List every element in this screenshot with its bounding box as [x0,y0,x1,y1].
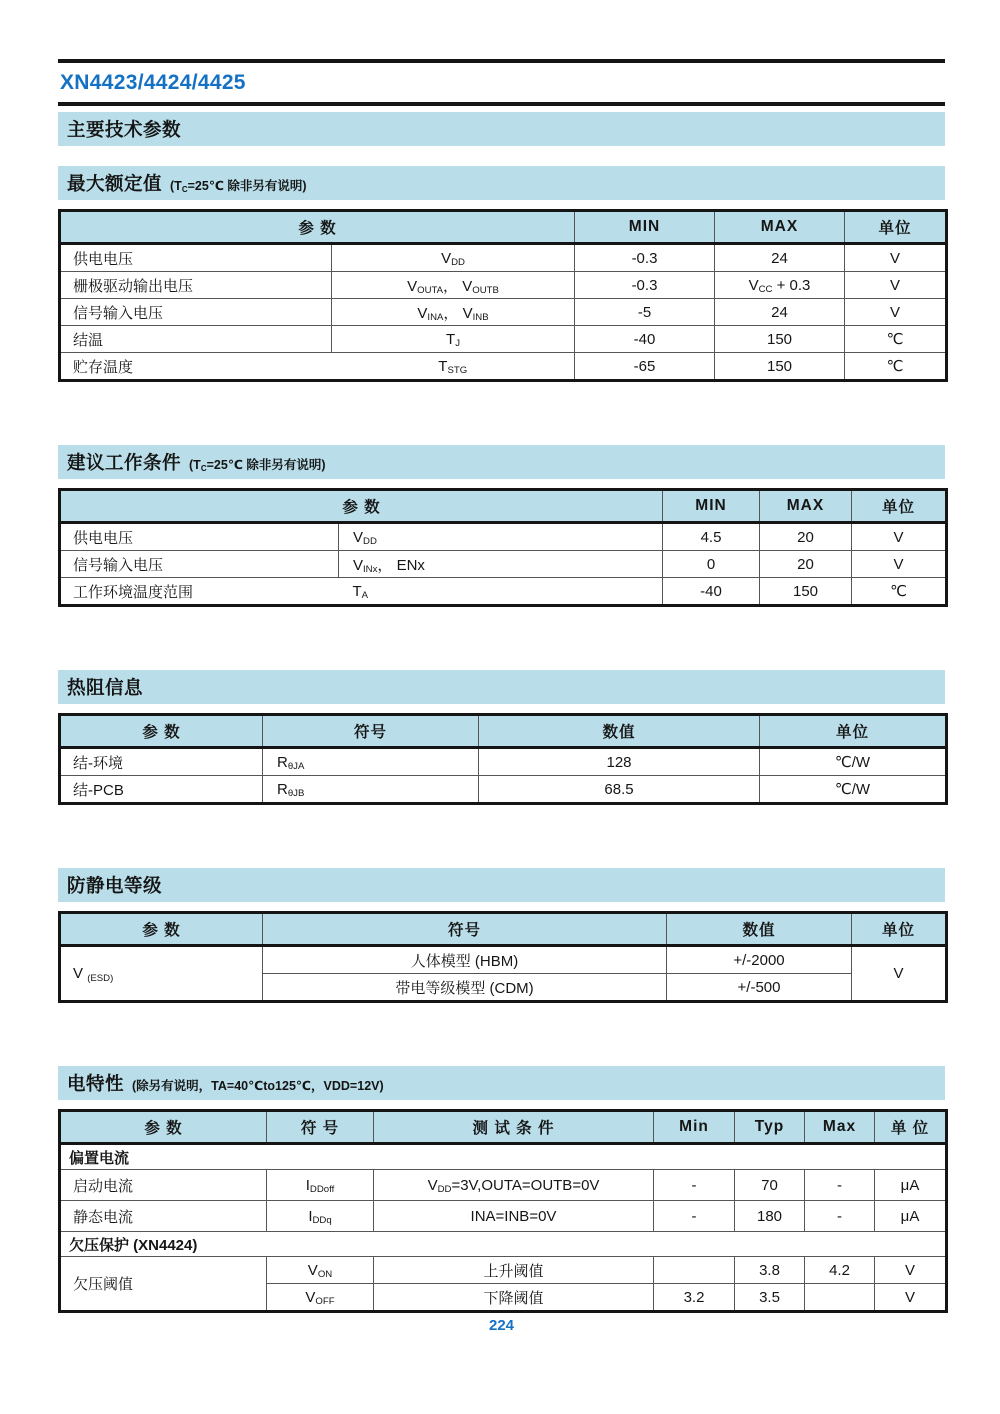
model-cell: 人体模型 (HBM) [263,946,667,974]
col-header-max: MAX [715,211,845,244]
param-cell: 信号输入电压 [60,551,339,578]
table-row [60,1257,947,1284]
symbol-cell: $T_{STG}$ [332,353,575,381]
symbol-cell: $V_{ON}$ [267,1257,374,1284]
header-row [60,1111,947,1144]
col-header-min: MIN [575,211,715,244]
rec-op-note: ($T_C=25℃$ 除非另有说明) [189,458,326,474]
typ-cell: 70 [735,1170,805,1201]
symbol-cell: $V_{OUTA}$， $V_{OUTB}$ [332,272,575,299]
symbol-cell: $I_{DDq}$ [267,1201,374,1232]
param-cell: 结-PCB [60,776,263,804]
table-row [60,551,947,578]
table-row [60,244,947,272]
cond-cell: 下降阈值 [374,1284,654,1312]
table-rec-op [58,488,948,607]
col-header-value: 数值 [667,913,852,946]
table-esd [58,911,948,1003]
symbol-cell: $V_{INx}$， ENx [339,551,663,578]
header-row [60,913,947,946]
banner-main-section [58,112,945,146]
max-cell: 150 [715,326,845,353]
table-row [60,272,947,299]
min-cell: -40 [663,578,760,606]
col-header-min: MIN [663,490,760,523]
header-row [60,490,947,523]
unit-cell: μA [875,1201,947,1232]
param-cell: 启动电流 [60,1170,267,1201]
symbol-cell: $I_{DDoff}$ [267,1170,374,1201]
max-cell: 4.2 [805,1257,875,1284]
unit-cell: V [875,1284,947,1312]
group-header-row [60,1232,947,1257]
banner-elec [58,1066,945,1100]
doc-title: XN4423/4424/4425 [60,71,246,94]
unit-cell: ℃ [845,353,947,381]
unit-cell: V [845,272,947,299]
col-header-param: 参 数 [60,211,575,244]
symbol-cell: $R_{\theta JB}$ [263,776,479,804]
col-header-cond: 测 试 条 件 [374,1111,654,1144]
col-header-max: Max [805,1111,875,1144]
min-cell [654,1257,735,1284]
symbol-cell: $T_J$ [332,326,575,353]
symbol-cell: $T_A$ [339,578,663,606]
max-cell: $V_{CC} + 0.3$ [715,272,845,299]
value-cell: +/-500 [667,974,852,1002]
max-cell: 24 [715,299,845,326]
value-cell: 128 [479,748,760,776]
col-header-unit: 单位 [845,211,947,244]
min-cell: - [654,1201,735,1232]
col-header-max: MAX [760,490,852,523]
max-cell: 24 [715,244,845,272]
cond-cell: INA=INB=0V [374,1201,654,1232]
col-header-symbol: 符 号 [267,1111,374,1144]
col-header-unit: 单位 [760,715,947,748]
typ-cell: 3.8 [735,1257,805,1284]
table-row [60,1170,947,1201]
typ-cell: 3.5 [735,1284,805,1312]
min-cell: -0.3 [575,272,715,299]
elec-title: 电特性 [67,1073,125,1094]
symbol-cell: $V_{DD}$ [332,244,575,272]
header-row [60,211,947,244]
min-cell: 3.2 [654,1284,735,1312]
min-cell: 0 [663,551,760,578]
value-cell: 68.5 [479,776,760,804]
unit-cell: ℃ [852,578,947,606]
param-cell: 静态电流 [60,1201,267,1232]
banner-esd [58,868,945,902]
abs-max-note: ($T_C=25℃$ 除非另有说明) [170,179,307,195]
table-row [60,776,947,804]
banner-thermal [58,670,945,704]
param-cell: 栅极驱动输出电压 [60,272,332,299]
unit-cell: μA [875,1170,947,1201]
unit-cell: V [852,946,947,1002]
table-row [60,353,947,381]
max-cell: 20 [760,523,852,551]
symbol-cell: $V_{INA}$， $V_{INB}$ [332,299,575,326]
min-cell: -5 [575,299,715,326]
param-cell: 结温 [60,326,332,353]
value-cell: +/-2000 [667,946,852,974]
col-header-param: 参 数 [60,490,663,523]
param-cell: 信号输入电压 [60,299,332,326]
table-row [60,748,947,776]
model-cell: 带电等级模型 (CDM) [263,974,667,1002]
symbol-cell: $V_{DD}$ [339,523,663,551]
group-header: 欠压保护 (XN4424) [60,1232,947,1257]
table-row [60,1201,947,1232]
min-cell: - [654,1170,735,1201]
max-cell [805,1284,875,1312]
abs-max-title: 最大额定值 [67,173,163,194]
max-cell: - [805,1201,875,1232]
unit-cell: ℃/W [760,748,947,776]
param-cell: 欠压阈值 [60,1257,267,1312]
top-rule [58,59,945,63]
esd-title: 防静电等级 [67,875,163,896]
cond-cell: 上升阈值 [374,1257,654,1284]
symbol-cell: $V_{OFF}$ [267,1284,374,1312]
min-cell: -0.3 [575,244,715,272]
table-row [60,523,947,551]
unit-cell: ℃/W [760,776,947,804]
title-rule [58,102,945,106]
col-header-symbol: 符号 [263,913,667,946]
main-section-title: 主要技术参数 [67,119,182,140]
col-header-symbol: 符号 [263,715,479,748]
table-elec [58,1109,948,1313]
unit-cell: V [875,1257,947,1284]
min-cell: -40 [575,326,715,353]
page-number: 224 [488,1317,515,1334]
elec-note: (除另有说明，TA=40℃to125℃，VDD=12V) [132,1079,384,1093]
col-header-value: 数值 [479,715,760,748]
param-cell: 贮存温度 [60,353,332,381]
table-thermal [58,713,948,805]
unit-cell: V [845,299,947,326]
col-header-param: 参 数 [60,715,263,748]
col-header-param: 参 数 [60,1111,267,1144]
unit-cell: V [852,551,947,578]
banner-rec-op [58,445,945,479]
banner-abs-max [58,166,945,200]
table-row [60,946,947,974]
table-row [60,578,947,606]
col-header-unit: 单 位 [875,1111,947,1144]
col-header-unit: 单位 [852,490,947,523]
page-content [58,0,945,1334]
header-row [60,715,947,748]
col-header-unit: 单位 [852,913,947,946]
thermal-title: 热阻信息 [67,677,144,698]
max-cell: - [805,1170,875,1201]
unit-cell: ℃ [845,326,947,353]
table-row [60,326,947,353]
unit-cell: V [852,523,947,551]
table-abs-max [58,209,948,382]
param-cell: 供电电压 [60,244,332,272]
max-cell: 20 [760,551,852,578]
table-row [60,299,947,326]
param-cell: 工作环境温度范围 [60,578,339,606]
group-header-row [60,1144,947,1170]
param-cell: 结-环境 [60,748,263,776]
cond-cell: $V_{DD}=3V,OUTA=OUTB=0V$ [374,1170,654,1201]
max-cell: 150 [760,578,852,606]
param-cell: V $_{(ESD)}$ [60,946,263,1002]
col-header-typ: Typ [735,1111,805,1144]
param-cell: 供电电压 [60,523,339,551]
typ-cell: 180 [735,1201,805,1232]
min-cell: 4.5 [663,523,760,551]
col-header-min: Min [654,1111,735,1144]
symbol-cell: $R_{\theta JA}$ [263,748,479,776]
max-cell: 150 [715,353,845,381]
unit-cell: V [845,244,947,272]
col-header-param: 参 数 [60,913,263,946]
group-header: 偏置电流 [60,1144,947,1170]
rec-op-title: 建议工作条件 [67,452,182,473]
min-cell: -65 [575,353,715,381]
